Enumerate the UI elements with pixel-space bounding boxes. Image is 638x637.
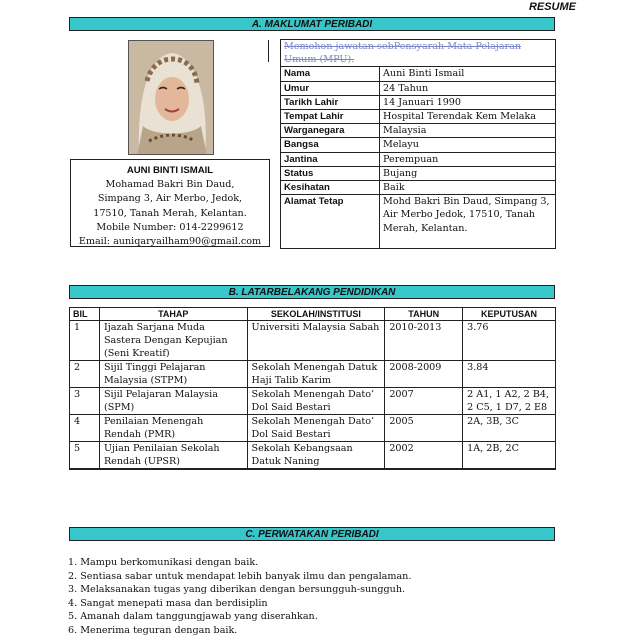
table-row (281, 138, 556, 152)
field-value: Melayu (380, 138, 556, 152)
section-b-header: B. LATARBELAKANG PENDIDIKAN (69, 285, 555, 299)
table-header-row (70, 308, 556, 321)
table-cell: Sekolah Kebangsaan Datuk Naning (247, 442, 385, 470)
table-cell: Sekolah Menengah Dato’ Dol Said Bestari (247, 415, 385, 442)
table-cell: 1A, 2B, 2C (463, 442, 556, 470)
column-header: TAHUN (385, 308, 463, 321)
table-cell: 4 (70, 415, 100, 442)
table-row (281, 67, 556, 81)
field-value: 24 Tahun (380, 81, 556, 95)
section-c-header: C. PERWATAKAN PERIBADI (69, 527, 555, 541)
table-row (281, 152, 556, 166)
table-cell: Sekolah Menengah Datuk Haji Talib Karim (247, 361, 385, 388)
address-line: 17510, Tanah Merah, Kelantan. (71, 207, 269, 221)
table-cell: Ujian Penilaian Sekolah Rendah (UPSR) (99, 442, 247, 470)
field-value: Mohd Bakri Bin Daud, Simpang 3, Air Merbo Jedok, 17510, Tanah Merah, Kelantan. (380, 195, 556, 249)
list-item: 2. Sentiasa sabar untuk mendapat lebih banyak ilmu dan pengalaman. (68, 570, 411, 584)
application-text: Memohon jawatan sebPensyarah Mata Pelajaran Umum (MPU). (281, 40, 556, 67)
field-value: Bujang (380, 166, 556, 180)
personal-info-table (280, 39, 556, 249)
table-cell: Ijazah Sarjana Muda Sastera Dengan Kepujian (Seni Kreatif) (99, 321, 247, 361)
profile-photo (128, 40, 214, 155)
address-line: Mohamad Bakri Bin Daud, (71, 178, 269, 192)
table-cell: 1 (70, 321, 100, 361)
column-header: KEPUTUSAN (463, 308, 556, 321)
field-value: Perempuan (380, 152, 556, 166)
field-value: Malaysia (380, 124, 556, 138)
traits-list (68, 556, 411, 637)
list-item: 5. Amanah dalam tanggungjawab yang diserahkan. (68, 610, 411, 624)
table-row (281, 110, 556, 124)
column-header: BIL (70, 308, 100, 321)
table-row (281, 95, 556, 109)
table-row (281, 124, 556, 138)
field-value: Hospital Terendak Kem Melaka (380, 110, 556, 124)
table-cell: Universiti Malaysia Sabah (247, 321, 385, 361)
field-label: Alamat Tetap (281, 195, 380, 249)
table-cell: 5 (70, 442, 100, 470)
contact-card (70, 159, 270, 247)
table-cell: 2010-2013 (385, 321, 463, 361)
table-row (70, 361, 556, 388)
field-label: Bangsa (281, 138, 380, 152)
divider (268, 40, 269, 62)
field-label: Nama (281, 67, 380, 81)
field-label: Status (281, 166, 380, 180)
table-cell: 3 (70, 388, 100, 415)
table-cell: Sijil Pelajaran Malaysia (SPM) (99, 388, 247, 415)
field-value: Baik (380, 181, 556, 195)
field-label: Tarikh Lahir (281, 95, 380, 109)
section-a-header: A. MAKLUMAT PERIBADI (69, 17, 555, 31)
table-cell: 3.76 (463, 321, 556, 361)
field-label: Tempat Lahir (281, 110, 380, 124)
address-line: Simpang 3, Air Merbo, Jedok, (71, 192, 269, 206)
application-row (281, 40, 556, 67)
table-cell: Sekolah Menengah Dato’ Dol Said Bestari (247, 388, 385, 415)
table-row (281, 166, 556, 180)
table-row (70, 321, 556, 361)
table-cell: Penilaian Menengah Rendah (PMR) (99, 415, 247, 442)
table-row (281, 195, 556, 249)
field-label: Jantina (281, 152, 380, 166)
table-row (281, 81, 556, 95)
column-header: TAHAP (99, 308, 247, 321)
list-item: 3. Melaksanakan tugas yang diberikan dengan bersungguh-sungguh. (68, 583, 411, 597)
table-cell: 2A, 3B, 3C (463, 415, 556, 442)
field-label: Kesihatan (281, 181, 380, 195)
table-cell: 2 (70, 361, 100, 388)
table-row (281, 181, 556, 195)
email-address: Email: auniqaryailham90@gmail.com (71, 235, 269, 249)
field-label: Warganegara (281, 124, 380, 138)
table-row (70, 415, 556, 442)
list-item: 4. Sangat menepati masa dan berdisiplin (68, 597, 411, 611)
table-cell: 2008-2009 (385, 361, 463, 388)
field-value: Auni Binti Ismail (380, 67, 556, 81)
table-cell: 2002 (385, 442, 463, 470)
table-cell: Sijil Tinggi Pelajaran Malaysia (STPM) (99, 361, 247, 388)
education-table (69, 307, 556, 470)
list-item: 1. Mampu berkomunikasi dengan baik. (68, 556, 411, 570)
applicant-name: AUNI BINTI ISMAIL (71, 164, 269, 178)
mobile-number: Mobile Number: 014-2299612 (71, 221, 269, 235)
table-row (70, 388, 556, 415)
field-value: 14 Januari 1990 (380, 95, 556, 109)
table-cell: 2005 (385, 415, 463, 442)
table-cell: 2 A1, 1 A2, 2 B4, 2 C5, 1 D7, 2 E8 (463, 388, 556, 415)
table-cell: 3.84 (463, 361, 556, 388)
table-cell: 2007 (385, 388, 463, 415)
resume-label: RESUME (529, 1, 576, 13)
table-row (70, 442, 556, 470)
column-header: SEKOLAH/INSTITUSI (247, 308, 385, 321)
field-label: Umur (281, 81, 380, 95)
list-item: 6. Menerima teguran dengan baik. (68, 624, 411, 637)
